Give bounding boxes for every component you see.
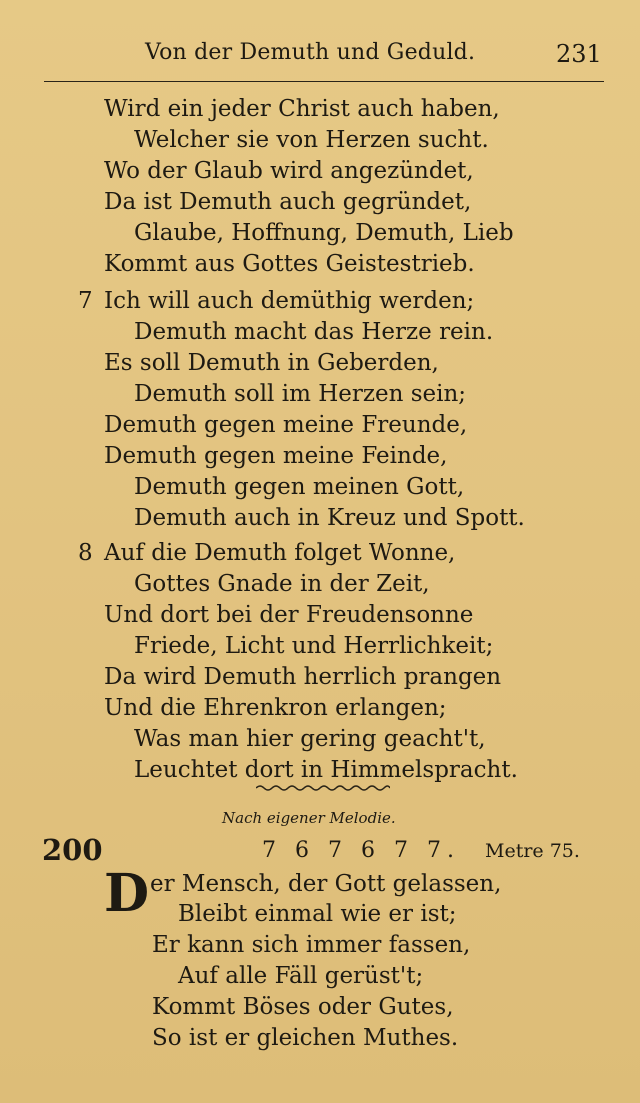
verse-line: Da wird Demuth herrlich prangen <box>104 664 502 690</box>
hymn-number: 200 <box>42 833 103 867</box>
wavy-ornament <box>256 783 390 793</box>
page-number: 231 <box>556 40 602 68</box>
verse-line: Kommt Böses oder Gutes, <box>152 994 454 1020</box>
melody-note: Nach eigener Melodie. <box>222 809 396 827</box>
verse-line: Wird ein jeder Christ auch haben, <box>104 96 500 122</box>
verse-line: Wo der Glaub wird angezündet, <box>104 158 474 184</box>
verse-line: Auf alle Fäll gerüst't; <box>178 963 424 989</box>
verse-line: Und dort bei der Freudensonne <box>104 602 474 628</box>
verse-line: Demuth gegen meinen Gott, <box>134 474 465 500</box>
meter-numbers: 7 6 7 6 7 7. <box>262 838 460 863</box>
verse-line: So ist er gleichen Muthes. <box>152 1025 459 1051</box>
verse-line: Demuth auch in Kreuz und Spott. <box>134 505 525 531</box>
verse-line: er Mensch, der Gott gelassen, <box>150 871 502 897</box>
verse-line: Bleibt einmal wie er ist; <box>178 901 457 927</box>
verse-line: Es soll Demuth in Geberden, <box>104 350 439 376</box>
verse-line: Glaube, Hoffnung, Demuth, Lieb <box>134 220 514 246</box>
verse-line: Ich will auch demüthig werden; <box>104 288 475 314</box>
running-header-title: Von der Demuth und Geduld. <box>145 40 476 65</box>
metre-label: Metre 75. <box>485 840 580 862</box>
verse-line: Leuchtet dort in Himmelspracht. <box>134 757 518 783</box>
verse-line: Kommt aus Gottes Geistestrieb. <box>104 251 475 277</box>
verse-line: Da ist Demuth auch gegründet, <box>104 189 472 215</box>
verse-number: 8 <box>78 540 93 566</box>
verse-line: Und die Ehrenkron erlangen; <box>104 695 447 721</box>
verse-line: Demuth soll im Herzen sein; <box>134 381 467 407</box>
verse-line: Welcher sie von Herzen sucht. <box>134 127 489 153</box>
verse-line: Demuth gegen meine Freunde, <box>104 412 468 438</box>
verse-line: Auf die Demuth folget Wonne, <box>104 540 456 566</box>
drop-cap: D <box>104 863 150 924</box>
verse-line: Gottes Gnade in der Zeit, <box>134 571 430 597</box>
verse-line: Demuth macht das Herze rein. <box>134 319 494 345</box>
verse-line: Friede, Licht und Herrlichkeit; <box>134 633 494 659</box>
header-rule <box>44 81 604 82</box>
verse-number: 7 <box>78 288 93 314</box>
verse-line: Was man hier gering geacht't, <box>134 726 486 752</box>
verse-line: Er kann sich immer fassen, <box>152 932 471 958</box>
verse-line: Demuth gegen meine Feinde, <box>104 443 448 469</box>
